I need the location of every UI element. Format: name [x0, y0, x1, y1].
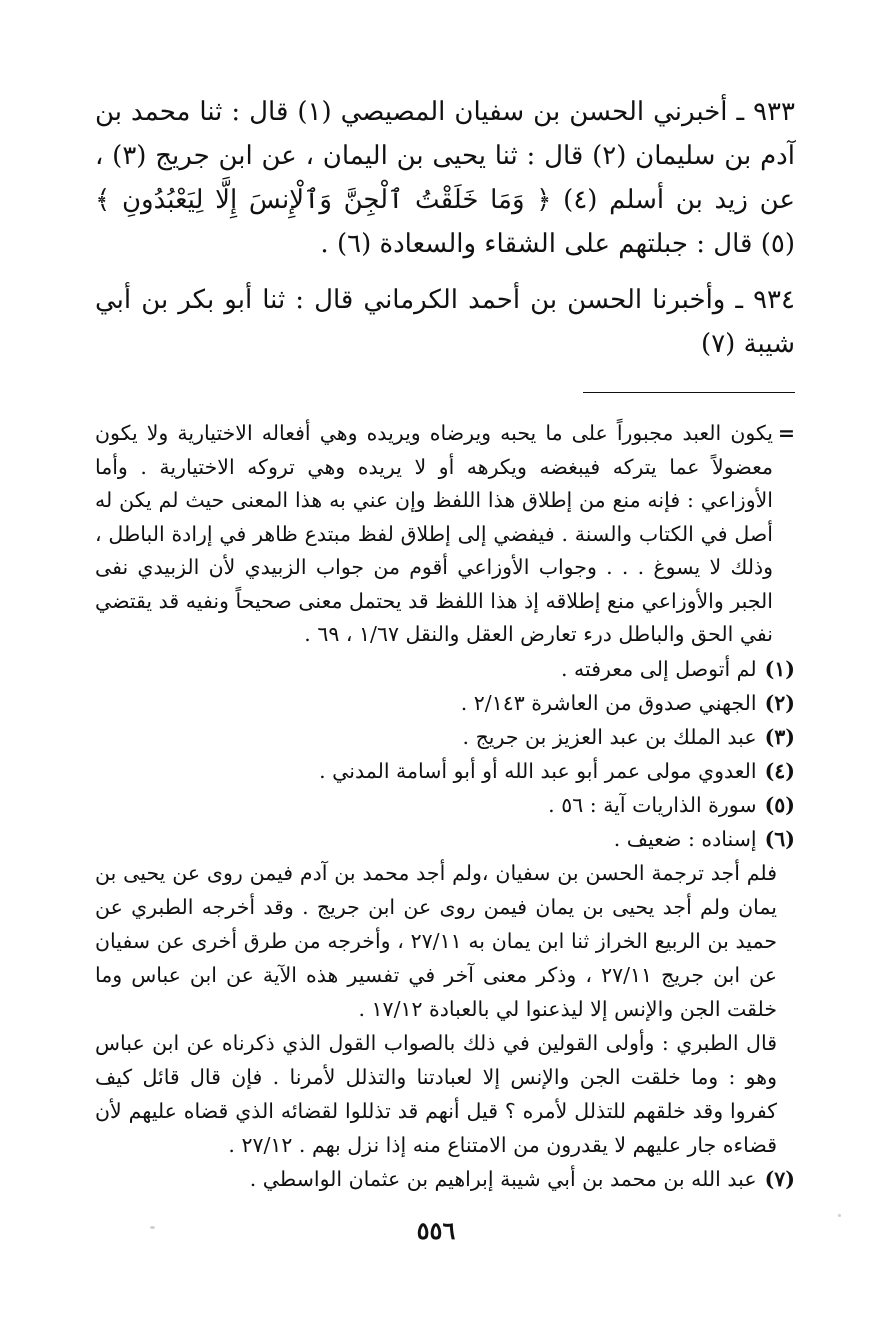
- footnote-1: [95, 652, 795, 686]
- main-text: [95, 90, 795, 366]
- footnote-number: (٤): [764, 758, 795, 783]
- footnote-text: عبد الملك بن عبد العزيز بن جريج .: [462, 724, 757, 749]
- footnote-3: [95, 720, 795, 754]
- footnote-number: (٣): [764, 724, 795, 749]
- scan-speck: [150, 1226, 155, 1229]
- footnote-number: (٢): [764, 690, 795, 715]
- footnote-text: لم أتوصل إلى معرفته .: [560, 656, 757, 681]
- footnotes: [95, 417, 795, 1196]
- footnote-number: (٥): [764, 792, 795, 817]
- footnote-7: [95, 1162, 795, 1196]
- footnote-text: الجهني صدوق من العاشرة ٢/١٤٣ .: [460, 690, 757, 715]
- footnote-divider: [583, 392, 795, 393]
- footnote-text: سورة الذاريات آية : ٥٦ .: [548, 792, 757, 817]
- page-number: ٥٥٦: [416, 1216, 456, 1245]
- continuation-text: يكون العبد مجبوراً على ما يحبه ويرضاه ويريده وهي أفعاله الاختيارية ولا يكون معضولاً عما يتركه فيبغضه ويكرهه أو لا يريده وهي تروكه الاختيارية . وأما الأوزاعي : فإنه منع من إطلاق هذا اللفظ وإن عني به هذا المعنى حيث لم يكن له أصل في الكتاب والسنة . فيفضي إلى إطلاق لفظ مبتدع ظاهر في إرادة الباطل ، وذلك لا يسوغ . . . وجواب الأوزاعي أقوم من جواب الزبيدي لأن الزبيدي نفى الجبر والأوزاعي منع إطلاقه إذ هذا اللفظ قد يحتمل معنى صحيحاً ونفيه قد يقتضي نفي الحق والباطل درء تعارض العقل والنقل ١/٦٧ ، ٦٩ .: [95, 421, 773, 646]
- footnote-text: العدوي مولى عمر أبو عبد الله أو أبو أسامة المدني .: [319, 758, 757, 783]
- footnote-number: (٦): [764, 826, 795, 851]
- footnote-2: [95, 686, 795, 720]
- hadith-933: ٩٣٣ ـ أخبرني الحسن بن سفيان المصيصي (١) قال : ثنا محمد بن آدم بن سليمان (٢) قال : ثنا يحيى بن اليمان ، عن ابن جريج (٣) ، عن زيد بن أسلم (٤) ﴿ وَمَا خَلَقْتُ ٱلْجِنَّ وَٱلْإِنسَ إِلَّا لِيَعْبُدُونِ ﴾ (٥) قال : جبلتهم على الشقاء والسعادة (٦) .: [95, 97, 795, 259]
- footnote-text: عبد الله بن محمد بن أبي شيبة إبراهيم بن عثمان الواسطي .: [249, 1166, 757, 1191]
- hadith-934: ٩٣٤ ـ وأخبرنا الحسن بن أحمد الكرماني قال : ثنا أبو بكر بن أبي شيبة (٧): [95, 285, 795, 359]
- footnote-6-paragraph: قال الطبري : وأولى القولين في ذلك بالصواب القول الذي ذكرناه عن ابن عباس وهو : وما خلقت الجن والإنس إلا لعبادتنا والتذلل لأمرنا . فإن قال قائل كيف كفروا وقد خلقهم للتذلل لأمره ؟ قيل أنهم قد تذللوا لقضائه الذي قضاه عليهم لأن قضاءه جار عليهم لا يقدرون من الامتناع منه إذا نزل بهم . ٢٧/١٢ .: [95, 1030, 777, 1157]
- footnote-number: (٧): [764, 1166, 795, 1191]
- footnote-5: [95, 788, 795, 822]
- footnote-6-paragraph: فلم أجد ترجمة الحسن بن سفيان ،ولم أجد محمد بن آدم فيمن روى عن يحيى بن يمان ولم أجد يحيى بن يمان فيمن روى عن ابن جريج . وقد أخرجه الطبري عن حميد بن الربيع الخراز ثنا ابن يمان به ٢٧/١١ ، وأخرجه من طرق أخرى عن سفيان عن ابن جريج ٢٧/١١ ، وذكر معنى آخر في تفسير هذه الآية عن ابن عباس وما خلقت الجن والإنس إلا ليذعنوا لي بالعبادة ١٧/١٢ .: [95, 860, 777, 1021]
- scan-speck: [838, 1214, 841, 1217]
- footnote-4: [95, 754, 795, 788]
- footnote-number: (١): [764, 656, 795, 681]
- continuation-mark: =: [777, 421, 795, 445]
- footnote-text: إسناده : ضعيف .: [613, 826, 757, 851]
- page-body: [95, 90, 795, 1196]
- footnote-6: [95, 822, 795, 856]
- footnote-continuation: [95, 417, 795, 652]
